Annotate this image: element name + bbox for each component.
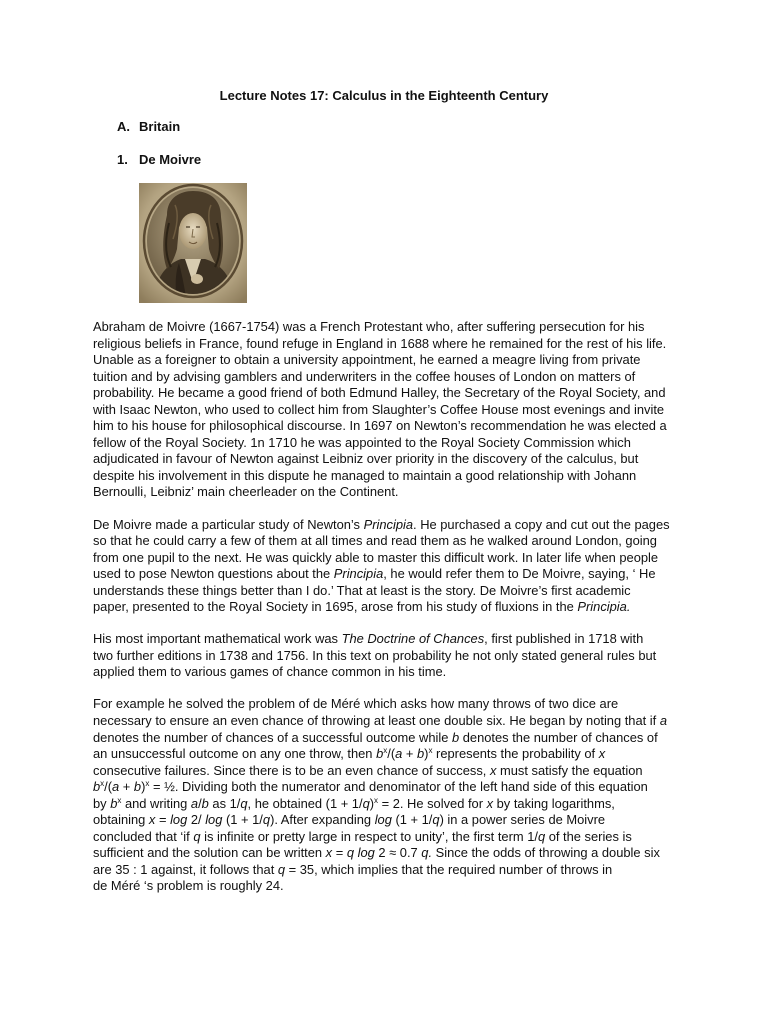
paragraph-biography xyxy=(93,319,678,501)
text-line: religious beliefs in France, found refuge in England in 1688 where he remained for the rest of his life. xyxy=(93,335,667,351)
text-line: His most important mathematical work was The Doctrine of Chances, first published in 1718 with xyxy=(93,631,644,647)
paragraph-principia xyxy=(93,517,678,616)
text-line: paper, presented to the Royal Society in 1695, arose from his study of fluxions in the Principia. xyxy=(93,599,631,615)
text-line: tuition and by advising gamblers and underwriters in the coffee houses of London on matters of xyxy=(93,368,636,384)
subsection-heading xyxy=(117,152,201,168)
text-line: Abraham de Moivre (1667-1754) was a French Protestant who, after suffering persecution for his xyxy=(93,319,645,334)
text-line: De Moivre made a particular study of Newton’s Principia. He purchased a copy and cut out the pages xyxy=(93,516,670,532)
text-line: sufficient and the solution can be written x = q log 2 ≈ 0.7 q. Since the odds of throwing a double six xyxy=(93,845,660,861)
section-label: Britain xyxy=(139,119,181,134)
paragraph-doctrine-of-chances xyxy=(93,631,678,681)
text-line: understands these things better than I do.’ That at least is the story. De Moivre’s first academic xyxy=(93,582,631,598)
text-line: despite his involvement in this dispute he managed to maintain a good relationship with Johann xyxy=(93,467,637,483)
text-line: so that he could carry a few of them at all times and read them as he walked around London, going xyxy=(93,533,657,549)
text-line: fellow of the Royal Society. 1n 1710 he was appointed to the Royal Society Commission which xyxy=(93,434,631,450)
portrait-image xyxy=(139,183,247,303)
text-line: probability. He became a good friend of both Edmund Halley, the Secretary of the Royal Society, and xyxy=(93,385,666,401)
text-line: consecutive failures. Since there is to be an even chance of success, x must satisfy the equation xyxy=(93,762,643,778)
text-line: by $b^x$ and writing a/b as 1/q, he obtained $(1 + 1/q)^x = 2$. He solved for x by taking logarithms, xyxy=(93,795,615,811)
text-line: $b^x/(a + b)^x$ = ½. Dividing both the numerator and denominator of the left hand side of this equation xyxy=(93,779,648,795)
text-line: For example he solved the problem of de Méré which asks how many throws of two dice are xyxy=(93,696,619,712)
text-line: him to his house for philosophical discourse. In 1697 on Newton’s recommendation he was elected a xyxy=(93,418,667,434)
text-line: from one pupil to the next. He was quickly able to master this difficult work. In later life when people xyxy=(93,549,659,565)
text-line: necessary to ensure an even chance of throwing at least one double six. He began by noting that if a xyxy=(93,712,668,728)
text-line: with Isaac Newton, who used to collect him from Slaughter’s Coffee House most evenings and invite xyxy=(93,401,665,417)
text-line: Unable as a foreigner to obtain a university appointment, he earned a meagre living from private xyxy=(93,352,641,368)
text-line: denotes the number of chances of a successful outcome while b denotes the number of chances of xyxy=(93,729,658,745)
text-line: obtaining x = log 2/ log (1 + 1/q). After expanding log (1 + 1/q) in a power series de Moivre xyxy=(93,812,606,828)
section-heading xyxy=(117,119,180,135)
paragraph-de-mere-problem xyxy=(93,696,678,895)
text-line: applied them to various games of chance common in his time. xyxy=(93,664,447,680)
text-line: an unsuccessful outcome on any one throw, then $b^x/(a + b)^x$ represents the probability of x xyxy=(93,746,606,762)
text-line: are 35 : 1 against, it follows that q = 35, which implies that the required number of throws in xyxy=(93,861,613,877)
text-line: de Méré ‘s problem is roughly 24. xyxy=(93,878,284,894)
subsection-marker: 1. xyxy=(117,152,128,167)
text-line: used to pose Newton questions about the Principia, he would refer them to De Moivre, saying, ‘ He xyxy=(93,566,656,582)
document-title: Lecture Notes 17: Calculus in the Eighteenth Century xyxy=(219,88,549,103)
text-line: concluded that ‘if q is infinite or pretty large in respect to unity’, the first term 1/q of the series is xyxy=(93,828,632,844)
subsection-label: De Moivre xyxy=(139,152,202,167)
text-line: Bernoulli, Leibniz’ main cheerleader on the Continent. xyxy=(93,484,399,500)
text-line: two further editions in 1738 and 1756. In this text on probability he not only stated general rules but xyxy=(93,647,657,663)
section-marker: A. xyxy=(117,119,130,134)
body-text xyxy=(93,319,678,911)
text-line: adjudicated in favour of Newton against Leibniz over priority in the discovery of the calculus, but xyxy=(93,451,639,467)
